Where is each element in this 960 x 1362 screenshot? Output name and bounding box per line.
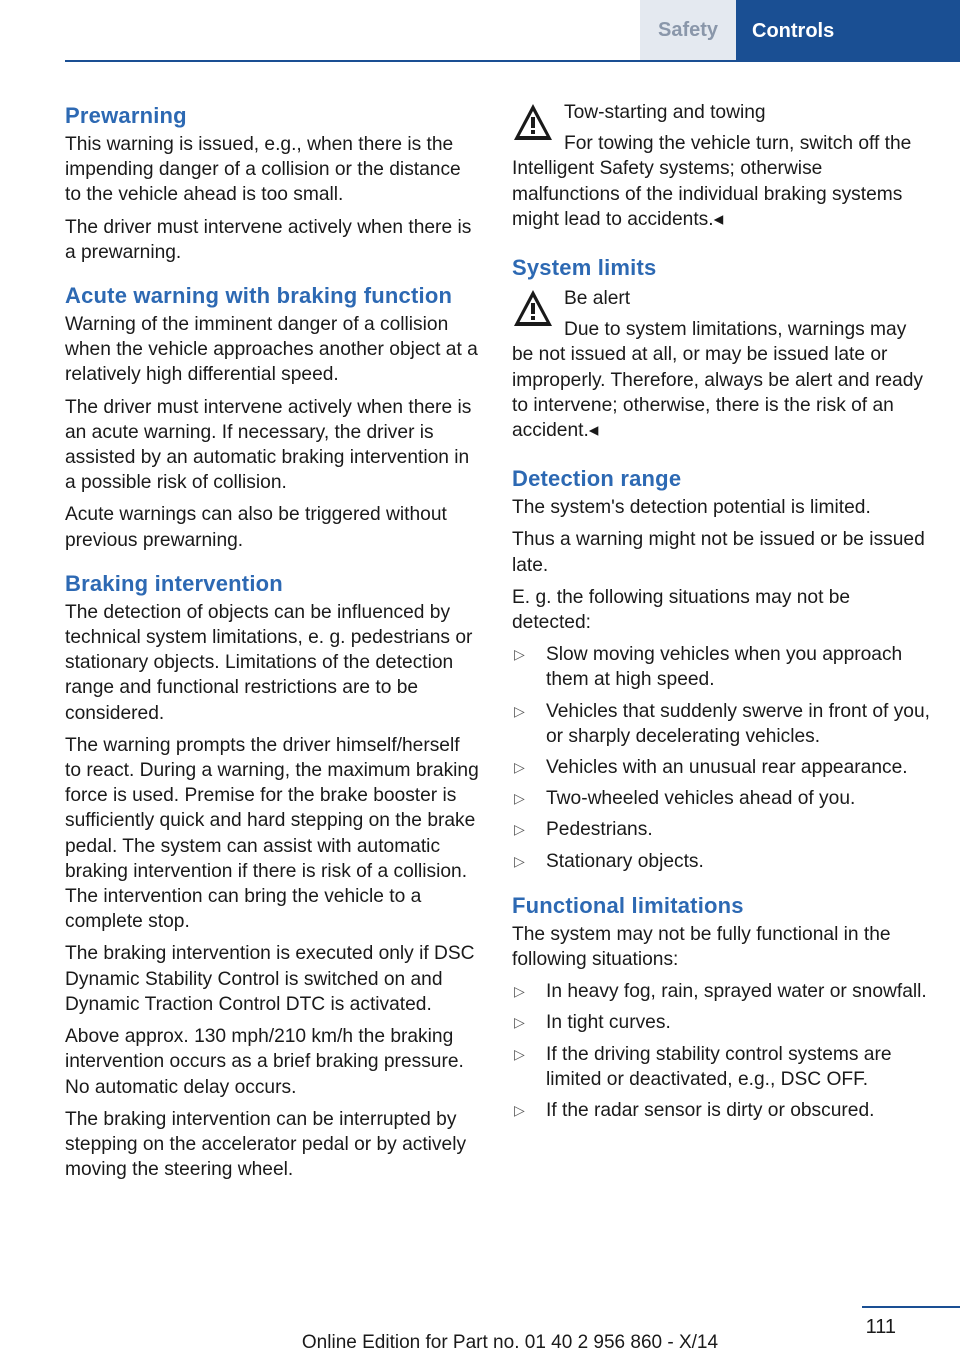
list-item: ▷ In tight curves. <box>512 1010 932 1035</box>
list-item: ▷ Vehicles that suddenly swerve in front of you, or sharply decelerating vehicles. <box>514 700 930 747</box>
list-item: ▷ If the driving stability control systems are limited or deactivated, e.g., DSC OFF. <box>514 1043 892 1090</box>
alert-warning <box>512 286 932 443</box>
prewarning-text-1: This warning is issued, e.g., when there is the impending danger of a collision or the distance to the vehicle ahead is too small. <box>65 134 461 206</box>
braking-text-5: The braking intervention can be interrupted by stepping on the accelerator pedal or by actively moving the steering wheel. <box>65 1108 467 1181</box>
bullet-icon: ▷ <box>514 852 525 869</box>
list-item: ▷ Stationary objects. <box>512 849 932 874</box>
detection-text-3: E. g. the following situations may not be detected: <box>512 586 851 634</box>
list-item: ▷ Slow moving vehicles when you approach them at high speed. <box>514 644 903 691</box>
edition-footer: Online Edition for Part no. 01 40 2 956 860 - X/14 <box>301 1332 719 1353</box>
right-column <box>512 100 932 1133</box>
functional-list <box>512 979 932 1123</box>
bullet-icon: ▷ <box>514 983 525 1000</box>
bullet-icon: ▷ <box>514 1102 525 1119</box>
page-number: 111 <box>865 1316 896 1338</box>
page-header <box>0 0 960 62</box>
bullet-icon: ▷ <box>514 1045 525 1062</box>
detection-text-1: The system's detection potential is limited. <box>512 497 871 519</box>
acute-text-2: The driver must intervene actively when there is an acute warning. If necessary, the driver is assisted by an automatic braking intervention in a possible risk of collision. <box>65 396 472 494</box>
braking-text-3: The braking intervention is executed only if DSC Dynamic Stability Control is switched on and Dynamic Traction Control DTC is activated. <box>65 943 475 1015</box>
warning-triangle-icon <box>512 288 554 328</box>
list-item: ▷ Vehicles with an unusual rear appearance. <box>512 755 932 780</box>
system-limits-heading: System limits <box>512 255 657 281</box>
towing-warning <box>512 100 932 232</box>
braking-text-4: Above approx. 130 mph/210 km/h the braking intervention occurs as a brief braking pressure. No automatic delay occurs. <box>65 1026 464 1098</box>
warning-triangle-icon <box>512 102 554 142</box>
acute-warning-heading: Acute warning with braking function <box>65 283 453 309</box>
towing-warning-title: Tow-starting and towing <box>564 102 766 123</box>
acute-text-3: Acute warnings can also be triggered without previous prewarning. <box>65 504 447 551</box>
detection-text-2: Thus a warning might not be issued or be issued late. <box>512 529 925 576</box>
tab-controls[interactable]: Controls <box>736 0 960 62</box>
bullet-icon: ▷ <box>514 1014 525 1031</box>
list-item: ▷ Two-wheeled vehicles ahead of you. <box>512 786 932 811</box>
detection-range-heading: Detection range <box>512 466 682 492</box>
footer-rule <box>862 1306 960 1308</box>
prewarning-heading: Prewarning <box>65 103 187 128</box>
bullet-icon: ▷ <box>514 646 525 663</box>
alert-warning-title: Be alert <box>564 288 631 310</box>
list-item: ▷ Pedestrians. <box>512 817 932 842</box>
functional-text-1: The system may not be fully functional in the following situations: <box>512 923 891 971</box>
bullet-icon: ▷ <box>514 790 525 807</box>
detection-list <box>512 642 932 874</box>
acute-text-1: Warning of the imminent danger of a collision when the vehicle approaches another object at a relatively high differential speed. <box>65 314 478 386</box>
list-item: ▷ If the radar sensor is dirty or obscured. <box>512 1098 932 1123</box>
bullet-icon: ▷ <box>514 702 525 719</box>
bullet-icon: ▷ <box>514 821 525 838</box>
towing-warning-text: For towing the vehicle turn, switch off the Intelligent Safety systems; otherwise malfunctions of the individual braking systems might lead to accidents.◂ <box>512 133 912 230</box>
left-column <box>65 100 479 1189</box>
tab-safety[interactable]: Safety <box>640 0 736 60</box>
prewarning-text-2: The driver must intervene actively when there is a prewarning. <box>65 216 472 263</box>
braking-text-1: The detection of objects can be influenced by technical system limitations, e. g. pedestrians or stationary objects. Limitations of the detection range and functional restrictions are to be considered. <box>65 601 473 724</box>
alert-warning-text: Due to system limitations, warnings may be not issued at all, or may be issued late or improperly. Therefore, always be alert and ready to intervene; otherwise, there is the risk of an accident.◂ <box>512 319 923 442</box>
list-item: ▷ In heavy fog, rain, sprayed water or snowfall. <box>512 979 932 1004</box>
braking-text-2: The warning prompts the driver himself/herself to react. During a warning, the maximum braking force is used. Premise for the brake booster is sufficiently quick and hard stepping on the brake pedal. The system can assist with automatic braking intervention if there is risk of a collision. The intervention can bring the vehicle to a complete stop. <box>65 734 479 933</box>
bullet-icon: ▷ <box>514 759 525 776</box>
functional-limitations-heading: Functional limitations <box>512 892 744 918</box>
braking-intervention-heading: Braking intervention <box>65 570 283 596</box>
header-rule <box>65 60 960 62</box>
